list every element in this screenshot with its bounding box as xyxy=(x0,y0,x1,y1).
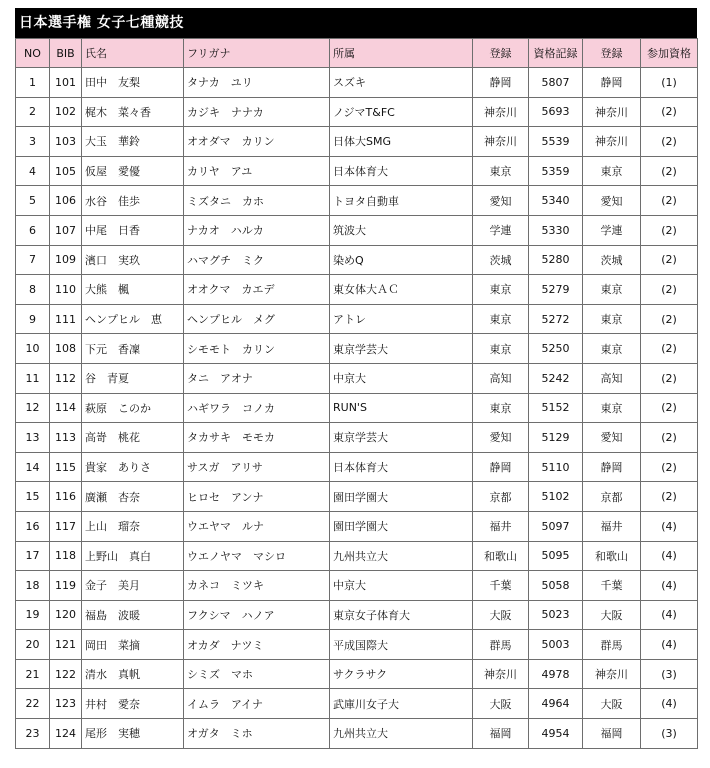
cell-qualifying-record: 5095 xyxy=(529,541,583,571)
cell-name: 谷 青夏 xyxy=(82,363,184,393)
cell-no: 22 xyxy=(16,689,50,719)
cell-name: 高嵜 桃花 xyxy=(82,423,184,453)
cell-no: 15 xyxy=(16,482,50,512)
cell-registration-2: 高知 xyxy=(583,363,641,393)
table-row xyxy=(16,215,698,245)
cell-name: 上野山 真白 xyxy=(82,541,184,571)
cell-registration: 東京 xyxy=(473,275,529,305)
cell-qualifying-record: 5110 xyxy=(529,452,583,482)
cell-qualifying-record: 4954 xyxy=(529,719,583,749)
cell-qualifying-record: 5279 xyxy=(529,275,583,305)
cell-eligibility: (2) xyxy=(641,186,698,216)
cell-qualifying-record: 5272 xyxy=(529,304,583,334)
cell-affiliation: 日本体育大 xyxy=(330,452,473,482)
cell-furigana: タナカ ユリ xyxy=(184,68,330,98)
cell-registration-2: 神奈川 xyxy=(583,97,641,127)
cell-name: 清水 真帆 xyxy=(82,659,184,689)
cell-name: 大玉 華鈴 xyxy=(82,127,184,157)
table-row xyxy=(16,275,698,305)
cell-name: 梶木 菜々香 xyxy=(82,97,184,127)
cell-bib: 120 xyxy=(50,600,82,630)
cell-eligibility: (2) xyxy=(641,393,698,423)
cell-affiliation: RUN'S xyxy=(330,393,473,423)
cell-affiliation: 平成国際大 xyxy=(330,630,473,660)
cell-furigana: オオクマ カエデ xyxy=(184,275,330,305)
cell-name: 萩原 このか xyxy=(82,393,184,423)
cell-eligibility: (2) xyxy=(641,97,698,127)
table-row xyxy=(16,452,698,482)
cell-furigana: ウエヤマ ルナ xyxy=(184,511,330,541)
table-row xyxy=(16,363,698,393)
table-body xyxy=(16,68,698,749)
cell-qualifying-record: 5250 xyxy=(529,334,583,364)
cell-bib: 122 xyxy=(50,659,82,689)
cell-eligibility: (2) xyxy=(641,275,698,305)
cell-furigana: ヒロセ アンナ xyxy=(184,482,330,512)
cell-bib: 118 xyxy=(50,541,82,571)
cell-bib: 117 xyxy=(50,511,82,541)
cell-registration-2: 茨城 xyxy=(583,245,641,275)
cell-registration: 大阪 xyxy=(473,689,529,719)
cell-name: 廣瀬 杏奈 xyxy=(82,482,184,512)
cell-qualifying-record: 5807 xyxy=(529,68,583,98)
table-row xyxy=(16,600,698,630)
cell-furigana: タニ アオナ xyxy=(184,363,330,393)
cell-no: 8 xyxy=(16,275,50,305)
cell-registration-2: 愛知 xyxy=(583,186,641,216)
cell-no: 13 xyxy=(16,423,50,453)
cell-eligibility: (2) xyxy=(641,127,698,157)
cell-name: 尾形 実穂 xyxy=(82,719,184,749)
cell-furigana: ウエノヤマ マシロ xyxy=(184,541,330,571)
cell-qualifying-record: 5152 xyxy=(529,393,583,423)
table-row xyxy=(16,689,698,719)
cell-bib: 101 xyxy=(50,68,82,98)
table-row xyxy=(16,630,698,660)
cell-affiliation: スズキ xyxy=(330,68,473,98)
cell-no: 2 xyxy=(16,97,50,127)
cell-bib: 111 xyxy=(50,304,82,334)
cell-eligibility: (2) xyxy=(641,423,698,453)
cell-registration-2: 静岡 xyxy=(583,452,641,482)
header-eligibility: 参加資格 xyxy=(641,39,698,68)
cell-affiliation: 東女体大ＡＣ xyxy=(330,275,473,305)
cell-registration: 大阪 xyxy=(473,600,529,630)
cell-bib: 113 xyxy=(50,423,82,453)
cell-registration-2: 学連 xyxy=(583,215,641,245)
cell-affiliation: 染めQ xyxy=(330,245,473,275)
cell-bib: 102 xyxy=(50,97,82,127)
cell-bib: 123 xyxy=(50,689,82,719)
cell-name: 中尾 日香 xyxy=(82,215,184,245)
cell-bib: 110 xyxy=(50,275,82,305)
cell-qualifying-record: 5693 xyxy=(529,97,583,127)
cell-bib: 105 xyxy=(50,156,82,186)
cell-affiliation: 九州共立大 xyxy=(330,541,473,571)
cell-registration-2: 福井 xyxy=(583,511,641,541)
cell-eligibility: (4) xyxy=(641,630,698,660)
page-title: 日本選手権 女子七種競技 xyxy=(15,8,697,38)
cell-affiliation: 東京女子体育大 xyxy=(330,600,473,630)
cell-registration: 東京 xyxy=(473,156,529,186)
cell-qualifying-record: 5102 xyxy=(529,482,583,512)
table-row xyxy=(16,186,698,216)
cell-registration: 高知 xyxy=(473,363,529,393)
cell-furigana: オガタ ミホ xyxy=(184,719,330,749)
cell-registration-2: 東京 xyxy=(583,304,641,334)
header-bib: BIB xyxy=(50,39,82,68)
cell-eligibility: (2) xyxy=(641,452,698,482)
cell-no: 6 xyxy=(16,215,50,245)
cell-eligibility: (4) xyxy=(641,511,698,541)
cell-no: 12 xyxy=(16,393,50,423)
cell-registration: 千葉 xyxy=(473,571,529,601)
cell-no: 21 xyxy=(16,659,50,689)
cell-eligibility: (2) xyxy=(641,245,698,275)
table-row xyxy=(16,304,698,334)
cell-registration: 神奈川 xyxy=(473,97,529,127)
table-row xyxy=(16,541,698,571)
cell-qualifying-record: 5003 xyxy=(529,630,583,660)
cell-registration: 神奈川 xyxy=(473,659,529,689)
cell-registration-2: 愛知 xyxy=(583,423,641,453)
cell-eligibility: (3) xyxy=(641,719,698,749)
header-furigana: フリガナ xyxy=(184,39,330,68)
table-row xyxy=(16,659,698,689)
cell-name: 貴家 ありさ xyxy=(82,452,184,482)
cell-qualifying-record: 5242 xyxy=(529,363,583,393)
cell-registration-2: 東京 xyxy=(583,393,641,423)
cell-furigana: フクシマ ハノア xyxy=(184,600,330,630)
cell-furigana: カジキ ナナカ xyxy=(184,97,330,127)
cell-registration-2: 千葉 xyxy=(583,571,641,601)
cell-registration: 京都 xyxy=(473,482,529,512)
cell-affiliation: 園田学園大 xyxy=(330,482,473,512)
cell-name: 下元 香凜 xyxy=(82,334,184,364)
header-qualifying-record: 資格記録 xyxy=(529,39,583,68)
cell-registration-2: 神奈川 xyxy=(583,127,641,157)
cell-affiliation: ノジマT&FC xyxy=(330,97,473,127)
document xyxy=(15,8,697,749)
cell-affiliation: 九州共立大 xyxy=(330,719,473,749)
cell-no: 16 xyxy=(16,511,50,541)
cell-no: 5 xyxy=(16,186,50,216)
cell-no: 1 xyxy=(16,68,50,98)
table-row xyxy=(16,334,698,364)
cell-registration: 茨城 xyxy=(473,245,529,275)
cell-furigana: カリヤ アユ xyxy=(184,156,330,186)
cell-registration-2: 東京 xyxy=(583,156,641,186)
cell-bib: 124 xyxy=(50,719,82,749)
cell-qualifying-record: 5023 xyxy=(529,600,583,630)
cell-no: 3 xyxy=(16,127,50,157)
cell-registration-2: 京都 xyxy=(583,482,641,512)
cell-furigana: ヘンプヒル メグ xyxy=(184,304,330,334)
cell-eligibility: (4) xyxy=(641,689,698,719)
cell-qualifying-record: 5058 xyxy=(529,571,583,601)
cell-registration-2: 和歌山 xyxy=(583,541,641,571)
cell-eligibility: (2) xyxy=(641,482,698,512)
cell-affiliation: 日体大SMG xyxy=(330,127,473,157)
cell-qualifying-record: 5330 xyxy=(529,215,583,245)
cell-furigana: シミズ マホ xyxy=(184,659,330,689)
cell-registration-2: 大阪 xyxy=(583,689,641,719)
cell-bib: 109 xyxy=(50,245,82,275)
cell-name: 岡田 菜摘 xyxy=(82,630,184,660)
cell-no: 10 xyxy=(16,334,50,364)
cell-no: 14 xyxy=(16,452,50,482)
cell-registration: 愛知 xyxy=(473,423,529,453)
cell-name: ヘンプヒル 恵 xyxy=(82,304,184,334)
entry-table xyxy=(15,38,698,749)
header-registration: 登録 xyxy=(473,39,529,68)
cell-affiliation: 東京学芸大 xyxy=(330,423,473,453)
cell-bib: 119 xyxy=(50,571,82,601)
cell-eligibility: (4) xyxy=(641,541,698,571)
header-name: 氏名 xyxy=(82,39,184,68)
table-header-row xyxy=(16,39,698,68)
cell-registration: 愛知 xyxy=(473,186,529,216)
table-row xyxy=(16,156,698,186)
cell-registration-2: 神奈川 xyxy=(583,659,641,689)
cell-affiliation: 中京大 xyxy=(330,363,473,393)
cell-bib: 108 xyxy=(50,334,82,364)
cell-no: 11 xyxy=(16,363,50,393)
cell-furigana: シモモト カリン xyxy=(184,334,330,364)
cell-eligibility: (2) xyxy=(641,363,698,393)
cell-name: 金子 美月 xyxy=(82,571,184,601)
cell-no: 18 xyxy=(16,571,50,601)
cell-affiliation: 中京大 xyxy=(330,571,473,601)
cell-bib: 114 xyxy=(50,393,82,423)
cell-bib: 103 xyxy=(50,127,82,157)
cell-registration: 福岡 xyxy=(473,719,529,749)
table-row xyxy=(16,423,698,453)
cell-no: 4 xyxy=(16,156,50,186)
cell-affiliation: 筑波大 xyxy=(330,215,473,245)
cell-no: 23 xyxy=(16,719,50,749)
cell-name: 井村 愛奈 xyxy=(82,689,184,719)
cell-name: 仮屋 愛優 xyxy=(82,156,184,186)
cell-name: 大熊 楓 xyxy=(82,275,184,305)
cell-bib: 116 xyxy=(50,482,82,512)
cell-qualifying-record: 5359 xyxy=(529,156,583,186)
cell-registration-2: 群馬 xyxy=(583,630,641,660)
cell-eligibility: (3) xyxy=(641,659,698,689)
cell-name: 田中 友梨 xyxy=(82,68,184,98)
cell-registration: 群馬 xyxy=(473,630,529,660)
cell-qualifying-record: 5539 xyxy=(529,127,583,157)
header-no: NO xyxy=(16,39,50,68)
cell-registration-2: 静岡 xyxy=(583,68,641,98)
table-row xyxy=(16,511,698,541)
cell-furigana: ナカオ ハルカ xyxy=(184,215,330,245)
table-row xyxy=(16,127,698,157)
table-row xyxy=(16,393,698,423)
cell-qualifying-record: 5097 xyxy=(529,511,583,541)
cell-affiliation: サクラサク xyxy=(330,659,473,689)
cell-bib: 115 xyxy=(50,452,82,482)
cell-eligibility: (4) xyxy=(641,571,698,601)
cell-eligibility: (4) xyxy=(641,600,698,630)
cell-registration: 福井 xyxy=(473,511,529,541)
cell-affiliation: アトレ xyxy=(330,304,473,334)
table-row xyxy=(16,97,698,127)
cell-registration-2: 福岡 xyxy=(583,719,641,749)
cell-affiliation: 日本体育大 xyxy=(330,156,473,186)
cell-furigana: イムラ アイナ xyxy=(184,689,330,719)
header-registration-2: 登録 xyxy=(583,39,641,68)
cell-affiliation: 園田学園大 xyxy=(330,511,473,541)
cell-affiliation: 東京学芸大 xyxy=(330,334,473,364)
cell-bib: 106 xyxy=(50,186,82,216)
cell-registration-2: 東京 xyxy=(583,334,641,364)
cell-registration: 東京 xyxy=(473,393,529,423)
cell-eligibility: (2) xyxy=(641,215,698,245)
cell-registration: 神奈川 xyxy=(473,127,529,157)
cell-no: 17 xyxy=(16,541,50,571)
cell-qualifying-record: 4978 xyxy=(529,659,583,689)
header-affiliation: 所属 xyxy=(330,39,473,68)
cell-furigana: サスガ アリサ xyxy=(184,452,330,482)
cell-registration: 静岡 xyxy=(473,452,529,482)
cell-registration: 東京 xyxy=(473,304,529,334)
cell-eligibility: (2) xyxy=(641,334,698,364)
cell-furigana: オオダマ カリン xyxy=(184,127,330,157)
cell-eligibility: (2) xyxy=(641,156,698,186)
cell-bib: 107 xyxy=(50,215,82,245)
cell-registration: 東京 xyxy=(473,334,529,364)
cell-no: 9 xyxy=(16,304,50,334)
cell-eligibility: (1) xyxy=(641,68,698,98)
table-row xyxy=(16,571,698,601)
cell-furigana: タカサキ モモカ xyxy=(184,423,330,453)
cell-affiliation: 武庫川女子大 xyxy=(330,689,473,719)
cell-furigana: オカダ ナツミ xyxy=(184,630,330,660)
cell-no: 20 xyxy=(16,630,50,660)
table-row xyxy=(16,68,698,98)
cell-no: 19 xyxy=(16,600,50,630)
cell-qualifying-record: 4964 xyxy=(529,689,583,719)
cell-no: 7 xyxy=(16,245,50,275)
cell-eligibility: (2) xyxy=(641,304,698,334)
cell-bib: 121 xyxy=(50,630,82,660)
table-row xyxy=(16,245,698,275)
cell-registration: 学連 xyxy=(473,215,529,245)
cell-qualifying-record: 5280 xyxy=(529,245,583,275)
cell-furigana: カネコ ミツキ xyxy=(184,571,330,601)
cell-name: 上山 瑠奈 xyxy=(82,511,184,541)
cell-affiliation: トヨタ自動車 xyxy=(330,186,473,216)
cell-registration: 静岡 xyxy=(473,68,529,98)
cell-name: 水谷 佳歩 xyxy=(82,186,184,216)
cell-registration-2: 大阪 xyxy=(583,600,641,630)
cell-registration: 和歌山 xyxy=(473,541,529,571)
cell-qualifying-record: 5340 xyxy=(529,186,583,216)
cell-registration-2: 東京 xyxy=(583,275,641,305)
cell-qualifying-record: 5129 xyxy=(529,423,583,453)
table-row xyxy=(16,719,698,749)
cell-name: 濱口 実玖 xyxy=(82,245,184,275)
cell-furigana: ハギワラ コノカ xyxy=(184,393,330,423)
cell-furigana: ミズタニ カホ xyxy=(184,186,330,216)
cell-furigana: ハマグチ ミク xyxy=(184,245,330,275)
table-row xyxy=(16,482,698,512)
cell-name: 福島 波暖 xyxy=(82,600,184,630)
cell-bib: 112 xyxy=(50,363,82,393)
